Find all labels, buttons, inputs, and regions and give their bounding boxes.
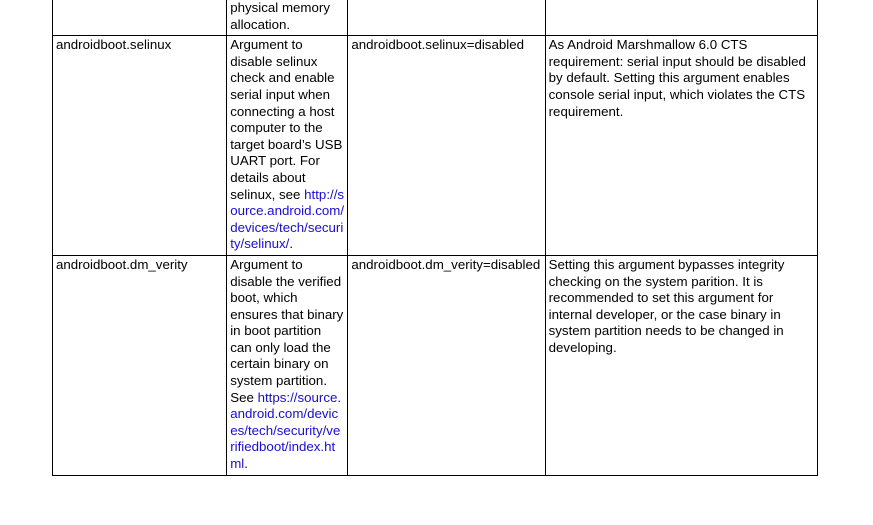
- description-cell: [227, 0, 348, 36]
- example-value: androidboot.selinux=disabled: [351, 37, 524, 53]
- note-text: Setting this argument bypasses integrity checking on the system parition. It is recommended to set this argument for internal developer, or the case binary in system partition needs to be changed in developing.: [548, 256, 785, 355]
- note-text: As Android Marshmallow 6.0 CTS requirement: serial input should be disabled by default. Setting this argument enables console serial input, which violates the CTS requirement.: [548, 37, 806, 119]
- parameter-name: androidboot.dm_verity: [56, 256, 188, 272]
- description-text: Argument to disable selinux check and enable serial input when connecting a host computer to the target board’s USB UART port. For details about selinux, see: [230, 37, 343, 202]
- parameter-cell: [53, 255, 227, 475]
- example-cell: [348, 0, 545, 36]
- table-row-selinux: [53, 36, 818, 256]
- parameter-cell: [53, 36, 227, 256]
- description-cell: [227, 36, 348, 256]
- description-cell: [227, 255, 348, 475]
- example-cell: [348, 255, 545, 475]
- table-row-dm-verity: [53, 255, 818, 475]
- verifiedboot-docs-link[interactable]: https://source.android.com/devices/tech/security/verifiedboot/index.html: [230, 389, 342, 472]
- note-cell: [545, 255, 817, 475]
- note-cell: [545, 36, 817, 256]
- description-end: .: [289, 236, 294, 252]
- description-text: physical memory allocation.: [230, 0, 330, 32]
- example-value: androidboot.dm_verity=disabled: [351, 256, 541, 272]
- example-cell: [348, 36, 545, 256]
- boot-parameters-table: [52, 0, 818, 476]
- note-cell: [545, 0, 817, 36]
- description-text: Argument to disable the verified boot, which ensures that binary in boot partition can only load the certain binary on system partition. See: [230, 256, 344, 405]
- parameter-cell: [53, 0, 227, 36]
- selinux-docs-link[interactable]: http://source.android.com/devices/tech/security/selinux/: [230, 186, 345, 252]
- parameter-name: androidboot.selinux: [56, 37, 172, 53]
- description-end: .: [244, 456, 248, 472]
- table-row-continued: [53, 0, 818, 36]
